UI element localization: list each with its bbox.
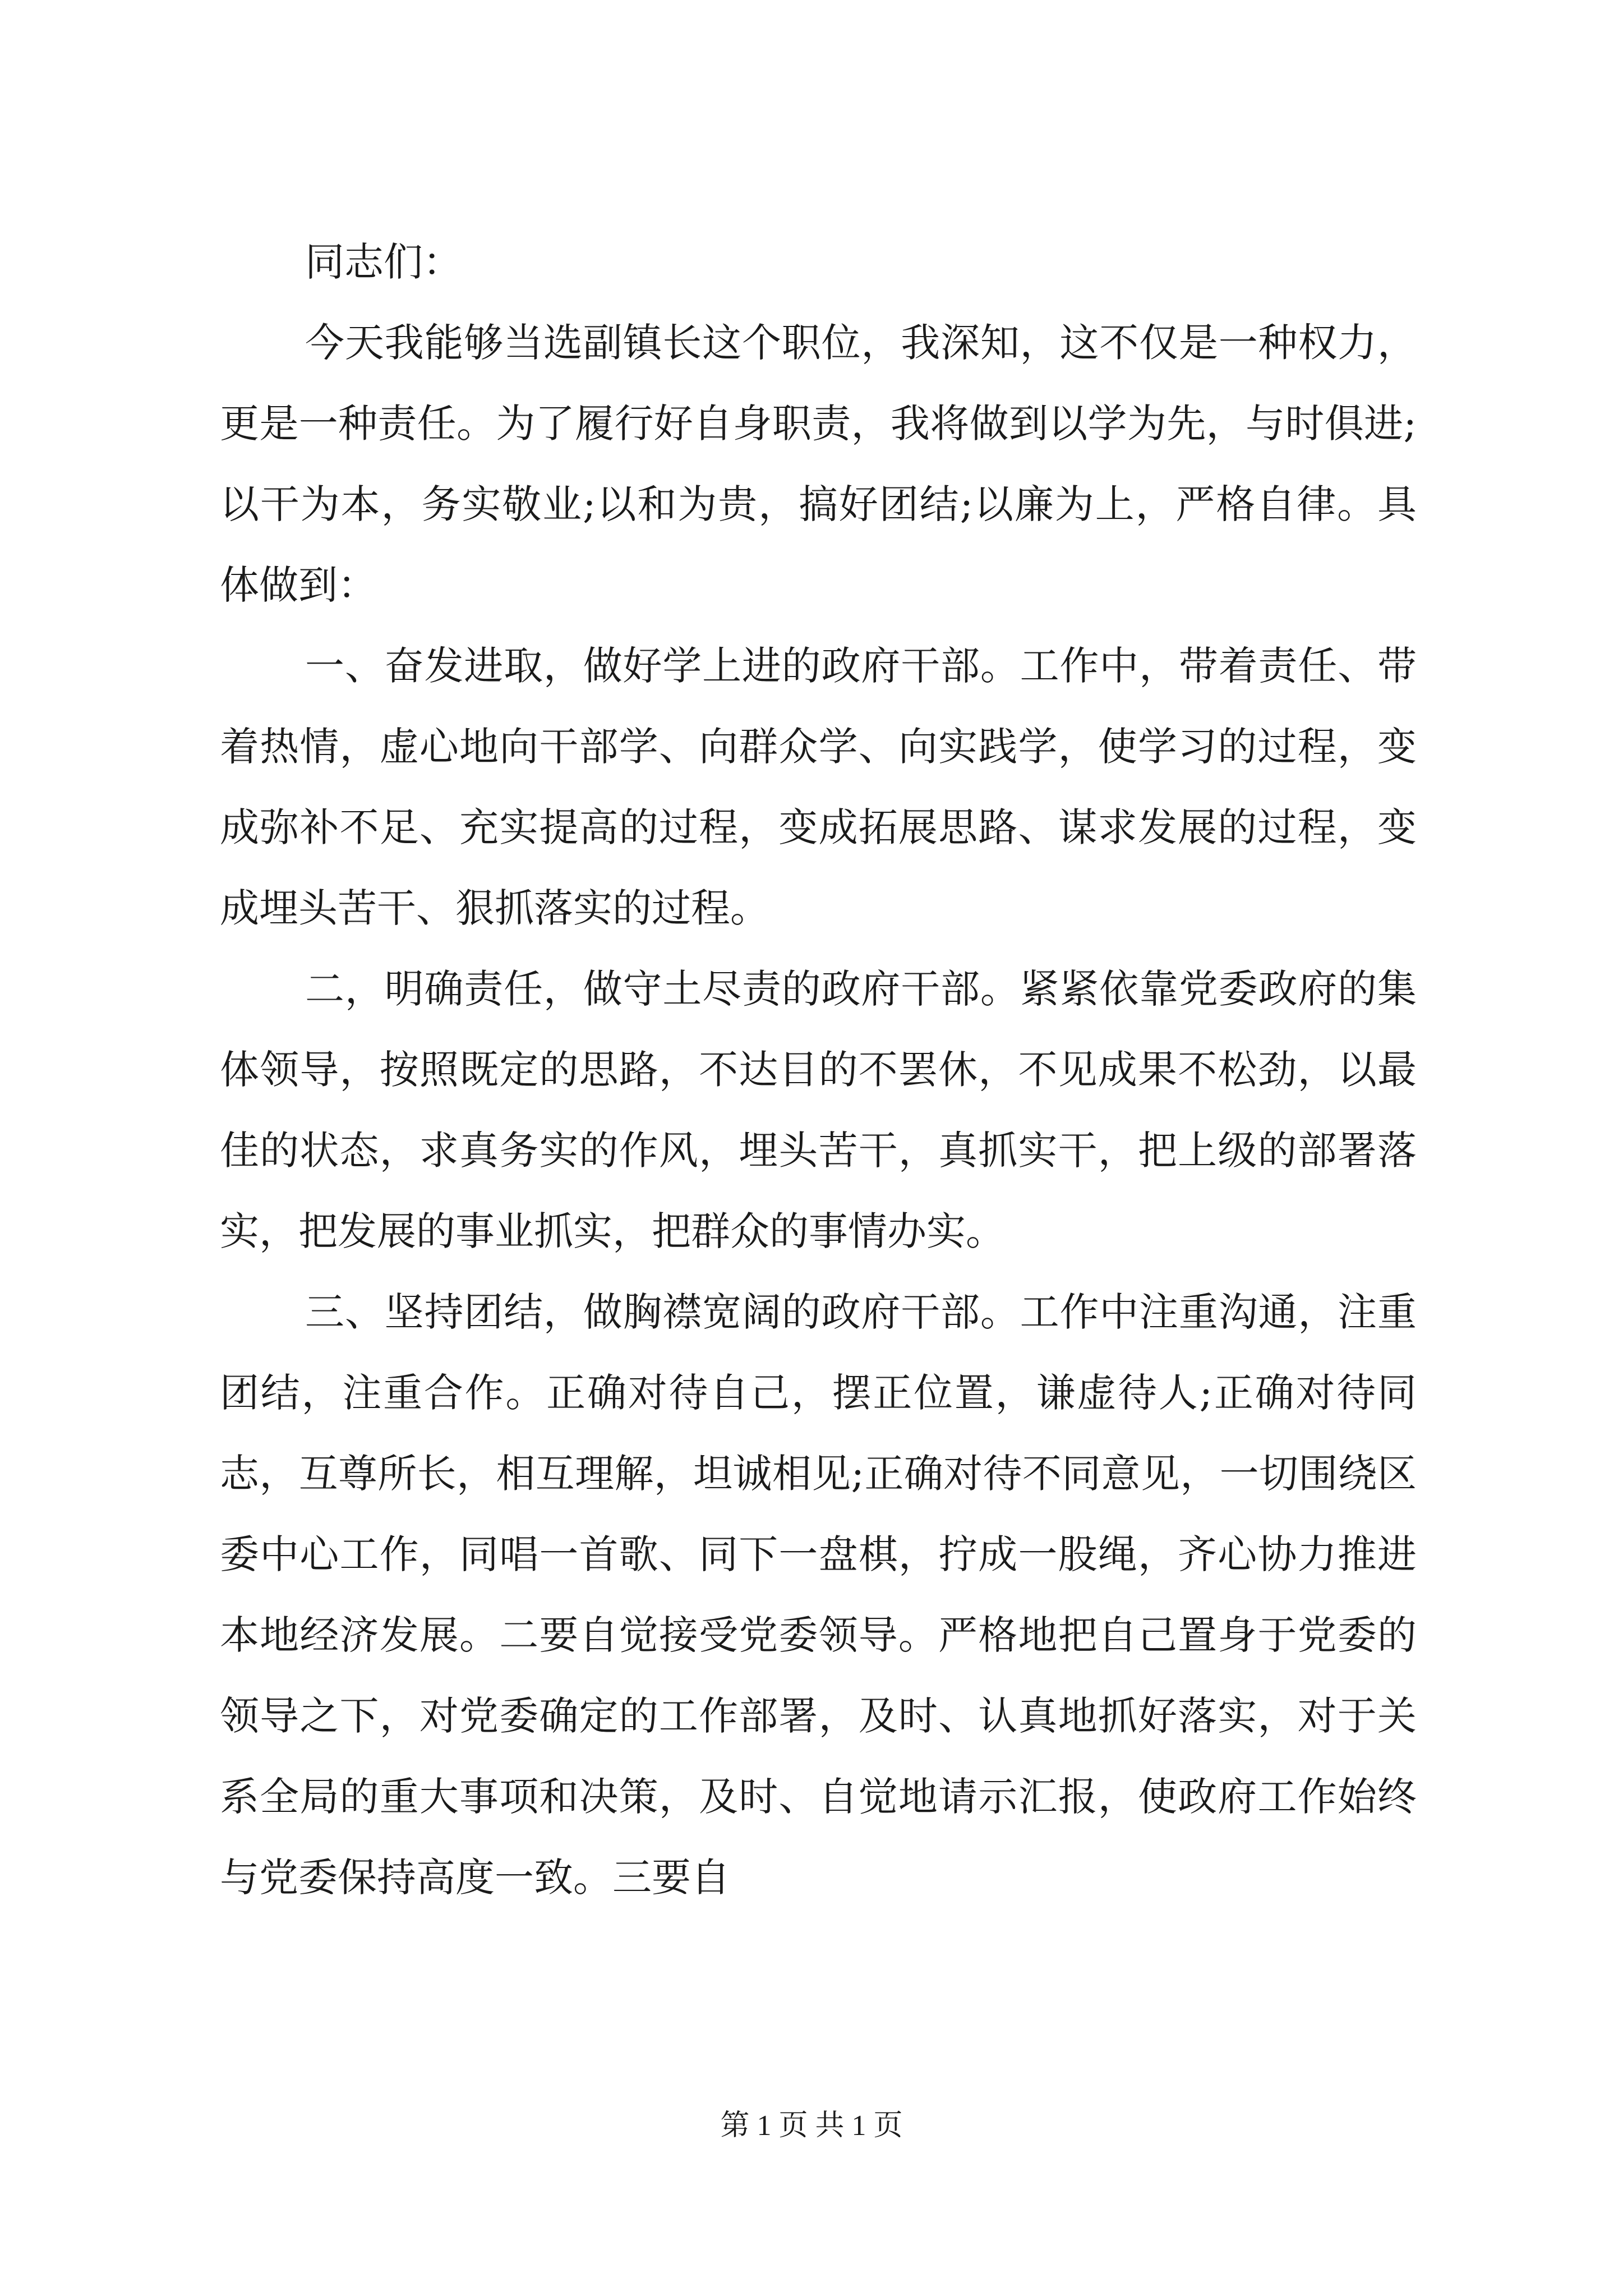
paragraph-point-one: 一、奋发进取，做好学上进的政府干部。工作中，带着责任、带着热情，虚心地向干部学、向群众学、向实践学，使学习的过程，变成弥补不足、充实提高的过程，变成拓展思路、谋求发展的过程，变成埋头苦干、狠抓落实的过程。 xyxy=(220,643,1417,931)
page-footer xyxy=(0,2106,1623,2146)
page-number-label: 第 1 页 共 1 页 xyxy=(720,2110,903,2142)
paragraph-point-two: 二，明确责任，做守土尽责的政府干部。紧紧依靠党委政府的集体领导，按照既定的思路，不达目的不罢休，不见成果不松劲，以最佳的状态，求真务实的作风，埋头苦干，真抓实干，把上级的部署落实，把发展的事业抓实，把群众的事情办实。 xyxy=(220,966,1417,1254)
paragraph-intro: 今天我能够当选副镇长这个职位，我深知，这不仅是一种权力，更是一种责任。为了履行好自身职责，我将做到以学为先，与时俱进;以干为本，务实敬业;以和为贵，搞好团结;以廉为上，严格自律。具体做到： xyxy=(220,320,1417,608)
document-body xyxy=(220,222,1417,1918)
paragraph-point-three: 三、坚持团结，做胸襟宽阔的政府干部。工作中注重沟通，注重团结，注重合作。正确对待自己，摆正位置，谦虚待人;正确对待同志，互尊所长，相互理解，坦诚相见;正确对待不同意见，一切围绕区委中心工作，同唱一首歌、同下一盘棋，拧成一股绳，齐心协力推进本地经济发展。二要自觉接受党委领导。严格地把自己置身于党委的领导之下，对党委确定的工作部署，及时、认真地抓好落实，对于关系全局的重大事项和决策，及时、自觉地请示汇报，使政府工作始终与党委保持高度一致。三要自 xyxy=(220,1289,1417,1901)
paragraph-salutation: 同志们： xyxy=(305,239,462,285)
